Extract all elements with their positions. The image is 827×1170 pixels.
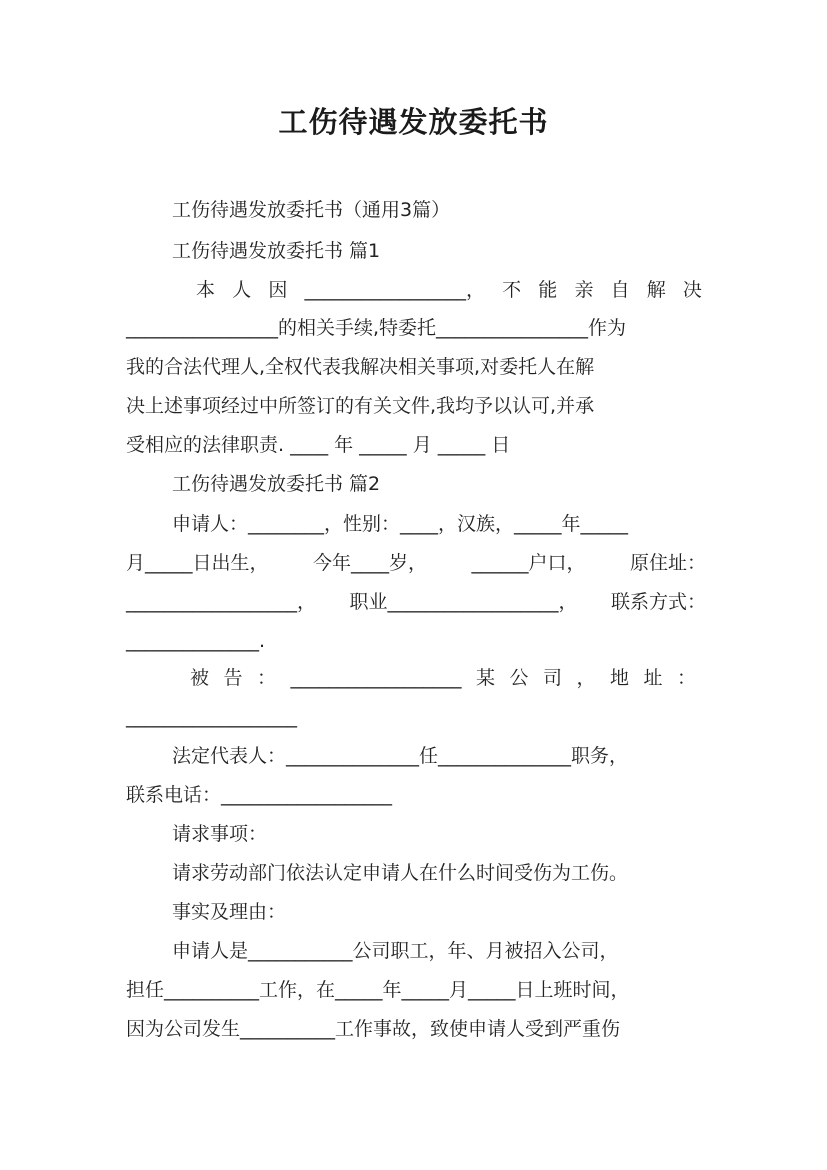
paragraph-line: 申请人是___________公司职工，年、月被招入公司， <box>172 940 619 962</box>
paragraph-line: __________________， 职业__________________， 联系方式： <box>126 591 706 613</box>
paragraph-line: 决上述事项经过中所签订的有关文件,我均予以认可,并承 <box>126 395 595 417</box>
section-heading-1: 工伤待遇发放委托书 篇1 <box>172 240 381 262</box>
paragraph-line: 事实及理由： <box>172 901 287 923</box>
paragraph-line: 法定代表人：______________任______________职务， <box>172 745 629 767</box>
paragraph-line: 担任__________工作，在_____年_____月_____日上班时间， <box>126 979 630 1001</box>
paragraph-line: 联系电话：__________________ <box>126 784 393 806</box>
paragraph-line: 被 告 ： __________________ 某 公 司 ， 地 址 ： <box>190 667 696 689</box>
document-title: 工伤待遇发放委托书 <box>278 105 549 139</box>
paragraph-line: 请求事项： <box>172 823 268 845</box>
paragraph-line: 月_____日出生， 今年____岁， ______户口， 原住址： <box>126 552 706 574</box>
paragraph-line: ________________的相关手续,特委托________________作为 <box>126 317 627 339</box>
paragraph-line: 申请人：________，性别：____，汉族，_____年_____ <box>172 513 629 535</box>
paragraph-line: __________________ <box>126 706 297 728</box>
subtitle-line: 工伤待遇发放委托书（通用3篇） <box>172 199 451 221</box>
paragraph-line: 受相应的法律职责. ____ 年 _____ 月 _____ 日 <box>126 434 511 456</box>
paragraph-line: 请求劳动部门依法认定申请人在什么时间受伤为工伤。 <box>172 862 629 884</box>
section-heading-2: 工伤待遇发放委托书 篇2 <box>172 473 381 495</box>
paragraph-line: 本 人 因 _________________， 不 能 亲 自 解 决 <box>196 279 702 301</box>
paragraph-line: ______________. <box>126 630 266 652</box>
paragraph-line: 我的合法代理人,全权代表我解决相关事项,对委托人在解 <box>126 356 595 378</box>
paragraph-line: 因为公司发生__________工作事故，致使申请人受到严重伤 <box>126 1018 621 1040</box>
